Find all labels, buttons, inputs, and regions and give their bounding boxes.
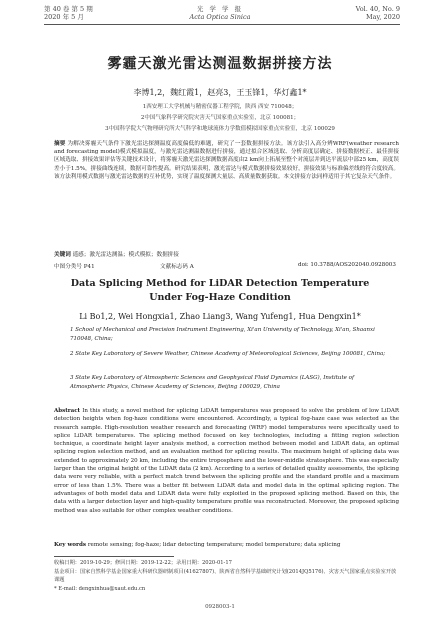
journal-name-en: Acta Optica Sinica bbox=[189, 13, 251, 21]
header-rule bbox=[44, 24, 400, 25]
authors-cn: 李博1,2，魏红霞1，赵亮3，王玉锋1，华灯鑫1* bbox=[133, 88, 307, 97]
abstract-en-label: Abstract bbox=[54, 408, 81, 414]
affiliation-cn-2: 2中国气象科学研究院灾害天气国家重点实验室，北京 100081； bbox=[140, 115, 300, 121]
clc-number: 中图分类号 P41 bbox=[54, 264, 95, 270]
header-vol-en: Vol. 40, No. 9 bbox=[355, 5, 400, 13]
affiliation-cn-1: 1西安理工大学机械与精密仪器工程学院，陕西 西安 710048； bbox=[142, 104, 298, 110]
keywords-en-text: remote sensing; fog-haze; lidar detecting temperature; model temperature; data splicing bbox=[87, 542, 341, 548]
abstract-en-text: In this study, a novel method for splicing LiDAR temperatures was proposed to solve the problem of low LiDAR detection heights when fog-haze conditions were encountered. Accordingly, a typical fog-haze case was selected as the research sample. High-resolution weather research and forecasting (WRF) model temperatures were specifically used to splice LiDAR temperatures. The splicing method focused on key technologies, including a fitting region selection technique, a coordinate height layer analysis method, a correction method between model and LiDAR data, an optimal splicing region selection method, and an evaluation method for splicing results. The maximum height of splicing data was extended to approximately 20 km, including the entire troposphere and the lower-middle stratosphere. This was especially larger than the original height of the LiDAR data (2 km). According to a series of detailed quality assessments, the splicing data were very reliable, with a perfect match trend between the splicing profile and the standard profile and a maximum error of less than 1.5%. There was a better fit between LiDAR data and model data in the optimal splicing region. The advantages of both model data and LiDAR data were fully exploited in the proposed splicing method. Based on this, the data with a larger detection layer and high-quality temperature profile was reconstructed. Moreover, the proposed splicing method was also suitable for other complex weather conditions. bbox=[54, 408, 399, 514]
paper-title-en-line2: Under Fog-Haze Condition bbox=[149, 292, 291, 303]
abstract-cn-label: 摘要 bbox=[54, 141, 66, 147]
keywords-cn bbox=[54, 250, 399, 258]
affiliation-cn-3: 3中国科学院大气物理研究所大气科学和地球流体力学数值模拟国家重点实验室，北京 100029 bbox=[105, 126, 335, 132]
keywords-en bbox=[54, 542, 399, 548]
footnote-funding: 基金项目：国家自然科学基金国家重大科研仪器研制项目(41627807)、陕西省自然科学基础研究计划(2014JQ5176)、灾害天气国家重点实验室开放课题 bbox=[54, 569, 397, 583]
affiliation-en-1: 1 School of Mechanical and Precision Instrument Engineering, Xi'an University of Technology, Xi'an, Shaanxi 710048, China; bbox=[70, 327, 375, 342]
header-date-en: May, 2020 bbox=[365, 13, 400, 21]
footnote-email: * E-mail: dengxinhua@xaut.edu.cn bbox=[54, 586, 146, 592]
journal-name-cn: 光 学 学 报 bbox=[196, 5, 244, 13]
abstract-en bbox=[54, 407, 399, 515]
abstract-cn-text: 为解决雾霾天气条件下激光雷达探测温度高度偏低的难题，研究了一套数据拼接方法。该方法引入高分辨WRF(weather research and forecasting model)模式模拟温度，与激光雷达测温数据进行拼接，通过拟合区域选取、分析高度层确定、拼接数据校正、最佳拼接区域选取、拼接效果评估等关键技术设计，将雾霾天激光雷达探测数据高度由2 km向上拓展至整个对流层并到达平流层中部25 km，高度误差小于1.5%，拼接曲线连续，数据可靠性提高。研究结果表明，激光雷达与模式数据拼接效果较好，拼接效果与标准偏差线的符合度较高。该方法利用模式数据与激光雷达数据的互补优势，实现了温度探测大量层、高质量数据获取。本文拼接方法同样适用于其它复杂天气条件。 bbox=[54, 141, 399, 180]
document-code: 文献标志码 A bbox=[160, 264, 194, 270]
header-issue-info bbox=[356, 5, 400, 21]
paper-title-en-line1: Data Splicing Method for LiDAR Detection Temperature bbox=[70, 278, 370, 289]
authors-en: Li Bo1,2, Wei Hongxia1, Zhao Liang3, Wang Yufeng1, Hua Dengxin1* bbox=[79, 312, 361, 321]
keywords-en-label: Key words bbox=[54, 542, 87, 548]
footnote-rule bbox=[54, 556, 174, 557]
paper-title-cn: 雾霾天激光雷达测温数据拼接方法 bbox=[107, 56, 333, 72]
keywords-cn-label: 关键词 bbox=[54, 252, 71, 258]
header-date-cn: 2020 年 5 月 bbox=[44, 13, 84, 21]
footnote-dates: 收稿日期：2019-10-29；修回日期：2019-12-22；录用日期：2020-01-17 bbox=[54, 560, 232, 566]
doi: doi: 10.3788/AOS202040.0928003 bbox=[298, 262, 396, 268]
affiliation-en-2: 2 State Key Laboratory of Severe Weather, Chinese Academy of Meteorological Sciences, Beijing 100081, China; bbox=[70, 351, 386, 357]
keywords-cn-text: 遥感；激光雷达测温；模式模拟；数据拼接 bbox=[72, 252, 179, 258]
affiliation-en-3: 3 State Key Laboratory of Atmospheric Sciences and Geophysical Fluid Dynamics (LASG), Institute of Atmospheric Physics, Chinese Academy of Sciences, Beijing 100029, China bbox=[70, 375, 355, 390]
abstract-cn bbox=[54, 140, 399, 181]
page-code: 0928003-1 bbox=[205, 604, 235, 610]
header-volume: 第 40 卷 第 5 期 bbox=[44, 5, 93, 13]
